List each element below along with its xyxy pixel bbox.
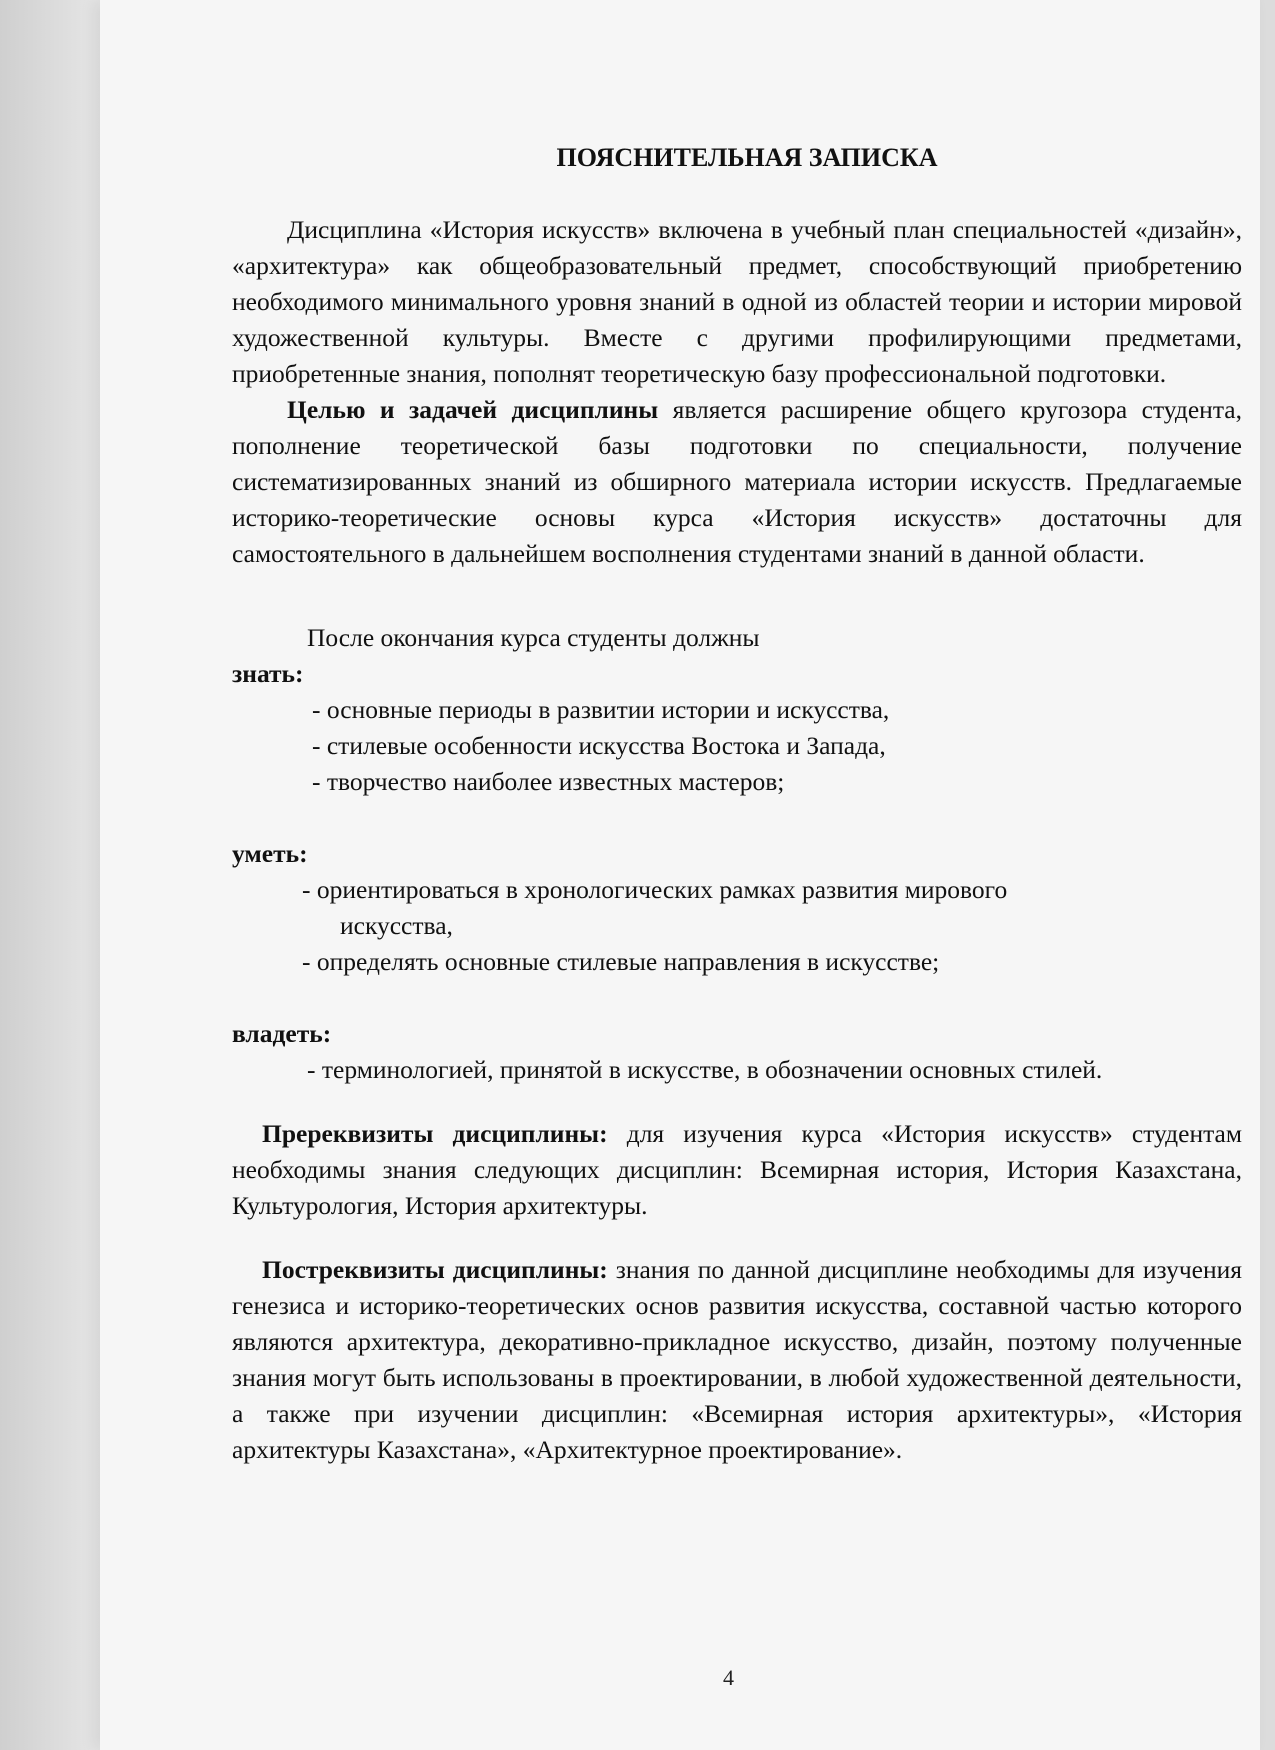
- list-item-text: - определять основные стилевые направления в искусстве;: [302, 947, 940, 976]
- know-label: знать:: [232, 659, 304, 688]
- document-page: [232, 140, 1242, 1468]
- can-label: уметь:: [232, 839, 308, 868]
- master-label: владеть:: [232, 1019, 332, 1048]
- prereq-heading: Пререквизиты дисциплины:: [262, 1119, 608, 1148]
- list-item: - терминологией, принятой в искусстве, в обозначении основных стилей.: [307, 1055, 1103, 1084]
- goal-text: является расширение общего кругозора студента, пополнение теоретической базы подготовки по специальности, получение систематизированных знаний из обширного материала истории искусств. Предлагаемые историко-теоретические основы курса «История искусств» достаточны для самостоятельного в дальнейшем восполнения студентами знаний в данной области.: [232, 395, 1242, 568]
- list-item: - творчество наиболее известных мастеров;: [312, 767, 785, 796]
- goal-paragraph: [232, 392, 1242, 572]
- prereq-paragraph: [232, 1116, 1242, 1224]
- after-course-lead: После окончания курса студенты должны: [307, 623, 760, 652]
- prereq-text: для изучения курса «История искусств» студентам необходимы знания следующих дисциплин: Всемирная история, История Казахстана, Культурология, История архитектуры.: [232, 1119, 1242, 1220]
- list-item: - стилевые особенности искусства Востока и Запада,: [312, 731, 886, 760]
- page-left-edge: [0, 0, 100, 1750]
- know-list: [232, 692, 1242, 800]
- can-list: [232, 872, 1242, 980]
- list-item-text: - ориентироваться в хронологических рамках развития мирового: [302, 875, 1008, 904]
- postreq-heading: Постреквизиты дисциплины:: [262, 1255, 608, 1284]
- goal-heading: Целью и задачей дисциплины: [287, 395, 659, 424]
- intro-paragraph: Дисциплина «История искусств» включена в учебный план специальностей «дизайн», «архитектура» как общеобразовательный предмет, способствующий приобретению необходимого минимального уровня знаний в одной из областей теории и истории мировой художественной культуры. Вместе с другими профилирующими предметами, приобретенные знания, пополнят теоретическую базу профессиональной подготовки.: [232, 215, 1242, 388]
- list-item: [250, 872, 1242, 944]
- postreq-paragraph: [232, 1252, 1242, 1468]
- page-number: 4: [723, 1665, 734, 1690]
- postreq-text: знания по данной дисциплине необходимы для изучения генезиса и историко-теоретических основ развития искусства, составной частью которого являются архитектура, декоративно-прикладное искусство, дизайн, поэтому полученные знания могут быть использованы в проектировании, в любой художественной деятельности, а также при изучении дисциплин: «Всемирная история архитектуры», «История архитектуры Казахстана», «Архитектурное проектирование».: [232, 1255, 1242, 1464]
- list-item: - основные периоды в развитии истории и искусства,: [312, 695, 890, 724]
- page-title: ПОЯСНИТЕЛЬНАЯ ЗАПИСКА: [556, 143, 938, 172]
- master-list: [232, 1052, 1242, 1088]
- list-item: [250, 944, 1242, 980]
- list-item-continuation: искусства,: [340, 911, 453, 940]
